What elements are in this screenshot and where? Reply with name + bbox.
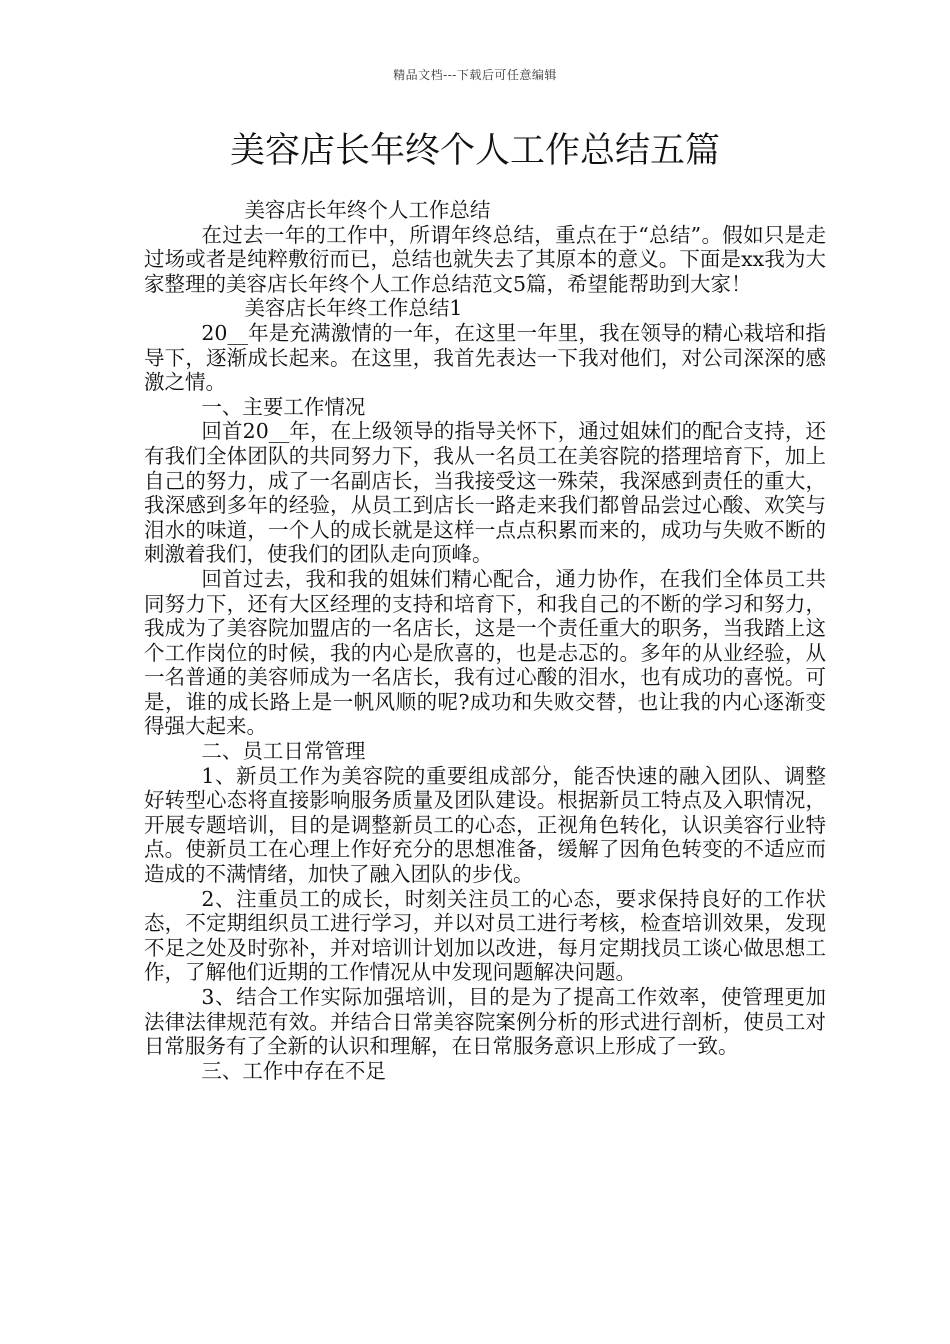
document-title: 美容店长年终个人工作总结五篇 bbox=[229, 131, 720, 171]
section-heading: 二、员工日常管理 bbox=[201, 739, 366, 764]
paragraph: 在过去一年的工作中，所谓年终总结，重点在于“总结”。假如只是走过场或者是纯粹敷衍而已，总结也就失去了其原本的意义。下面是xx我为大家整理的美容店长年终个人工作总结范文5篇，希望能帮助到大家！ bbox=[144, 222, 826, 296]
paragraph: 美容店长年终个人工作总结 bbox=[244, 198, 491, 222]
paragraph: 回首20__年，在上级领导的指导关怀下，通过姐妹们的配合支持，还有我们全体团队的共同努力下，我从一名员工在美容院的搭理培育下，加上自己的努力，成了一名副店长，当我接受这一殊荣，我深感到责任的重大，我深感到多年的经验，从员工到店长一路走来我们都曾品尝过心酸、欢笑与泪水的味道，一个人的成长就是这样一点点积累而来的，成功与失败不断的刺激着我们，使我们的团队走向顶峰。 bbox=[144, 419, 826, 567]
paragraph: 1、新员工作为美容院的重要组成部分，能否快速的融入团队、调整好转型心态将直接影响服务质量及团队建设。根据新员工特点及入职情况，开展专题培训，目的是调整新员工的心态，正视角色转化，认识美容行业特点。使新员工在心理上作好充分的思想准备，缓解了因角色转变的不适应而造成的不满情绪，加快了融入团队的步伐。 bbox=[144, 763, 826, 887]
paragraph: 3、结合工作实际加强培训，目的是为了提高工作效率，使管理更加法律法律规范有效。并结合日常美容院案例分析的形式进行剖析，使员工对日常服务有了全新的认识和理解，在日常服务意识上形成了一致。 bbox=[144, 985, 826, 1059]
paragraph: 回首过去，我和我的姐妹们精心配合，通力协作，在我们全体员工共同努力下，还有大区经理的支持和培育下，和我自己的不断的学习和努力，我成为了美容院加盟店的一名店长，这是一个责任重大的职务，当我踏上这个工作岗位的时候，我的内心是欣喜的，也是忐忑的。多年的从业经验，从一名普通的美容师成为一名店长，我有过心酸的泪水，也有成功的喜悦。可是，谁的成长路上是一帆风顺的呢?成功和失败交替，也让我的内心逐渐变得强大起来。 bbox=[144, 566, 826, 739]
header-note: 精品文档---下载后可任意编辑 bbox=[393, 68, 557, 82]
paragraph: 2、注重员工的成长，时刻关注员工的心态，要求保持良好的工作状态，不定期组织员工进行学习，并以对员工进行考核，检查培训效果，发现不足之处及时弥补，并对培训计划加以改进，每月定期找员工谈心做思想工作，了解他们近期的工作情况从中发现问题解决问题。 bbox=[144, 886, 826, 985]
document-body bbox=[144, 198, 826, 1083]
paragraph: 20__年是充满激情的一年，在这里一年里，我在领导的精心栽培和指导下，逐渐成长起来。在这里，我首先表达一下我对他们，对公司深深的感激之情。 bbox=[144, 320, 826, 395]
section-heading: 三、工作中存在不足 bbox=[201, 1058, 386, 1083]
section-heading: 一、主要工作情况 bbox=[201, 394, 366, 419]
paragraph: 美容店长年终工作总结1 bbox=[244, 296, 463, 321]
